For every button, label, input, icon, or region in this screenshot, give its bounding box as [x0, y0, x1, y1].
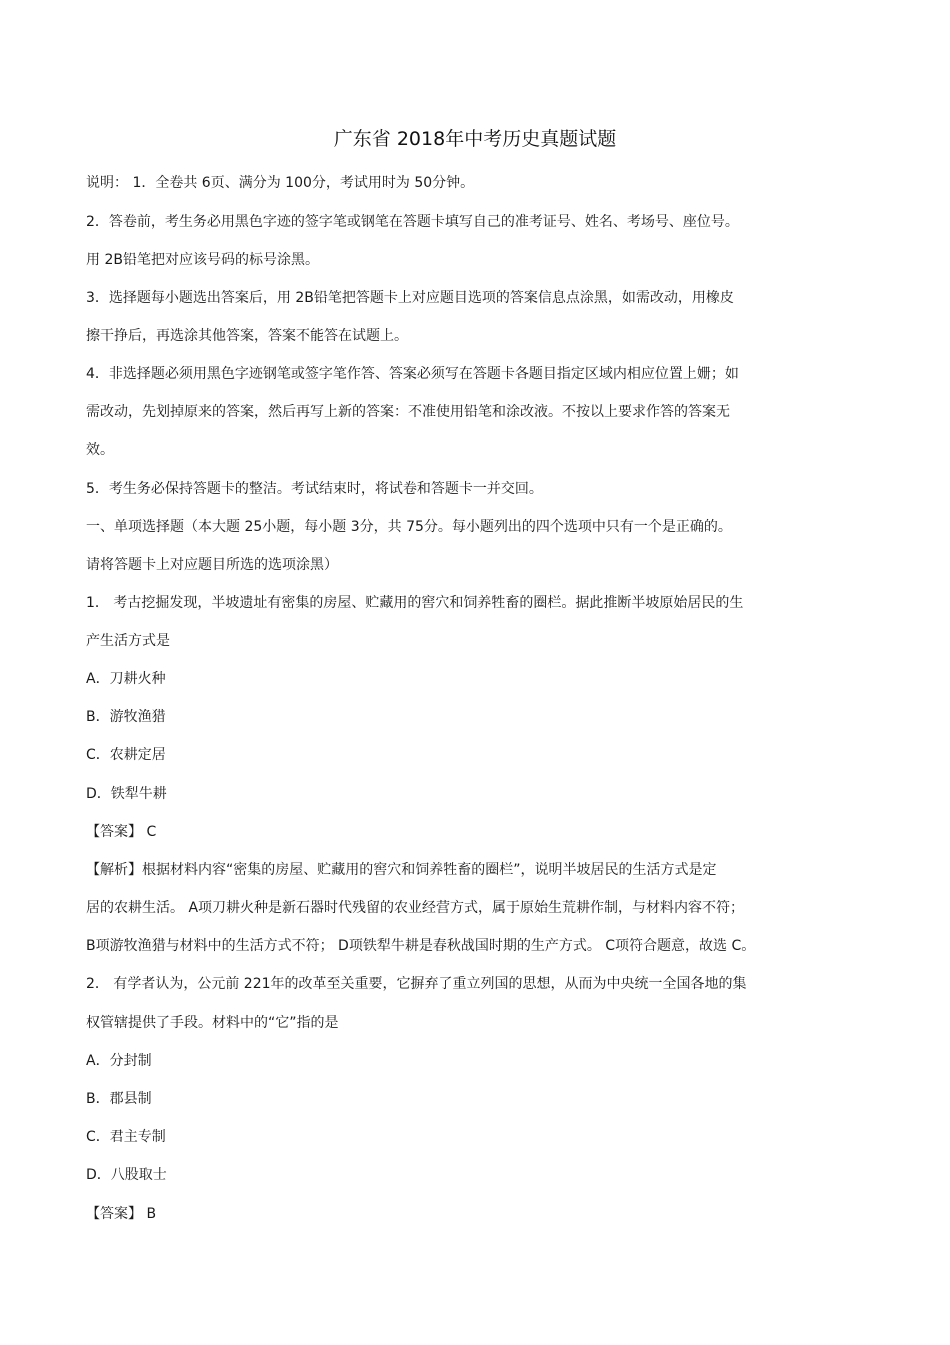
- option-a: A．刀耕火种: [86, 671, 166, 687]
- question-stem: 权管辖提供了手段。材料中的“它”指的是: [86, 1015, 339, 1031]
- option-d: D．铁犁牛耕: [86, 786, 167, 802]
- option-c: C．农耕定居: [86, 747, 166, 763]
- instruction-line: 用 2B铅笔把对应该号码的标号涂黑。: [86, 252, 319, 268]
- analysis-line: B项游牧渔猎与材料中的生活方式不符； D项铁犁牛耕是春秋战国时期的生产方式。 C项符合题意，故选 C。: [86, 938, 756, 954]
- option-b: B．郡县制: [86, 1091, 152, 1107]
- question-stem: 1． 考古挖掘发现，半坡遗址有密集的房屋、贮藏用的窖穴和饲养牲畜的圈栏。据此推断半坡原始居民的生: [86, 595, 744, 611]
- analysis-line: 【解析】根据材料内容“密集的房屋、贮藏用的窖穴和饲养牲畜的圈栏”，说明半坡居民的生活方式是定: [86, 862, 717, 878]
- instruction-line: 5．考生务必保持答题卡的整洁。考试结束时，将试卷和答题卡一并交回。: [86, 481, 543, 497]
- instruction-line: 擦干挣后，再选涂其他答案，答案不能答在试题上。: [86, 328, 408, 344]
- option-b: B．游牧渔猎: [86, 709, 166, 725]
- question-stem: 2． 有学者认为，公元前 221年的改革至关重要，它摒弃了重立列国的思想，从而为中央统一全国各地的集: [86, 976, 747, 992]
- instruction-line: 3．选择题每小题选出答案后，用 2B铅笔把答题卡上对应题目选项的答案信息点涂黑，如需改动，用橡皮: [86, 290, 734, 306]
- option-d: D．八股取士: [86, 1167, 167, 1183]
- section-heading: 请将答题卡上对应题目所选的选项涂黑）: [86, 557, 338, 573]
- instruction-line: 需改动，先划掉原来的答案，然后再写上新的答案：不准使用铅笔和涂改液。不按以上要求作答的答案无: [86, 404, 730, 420]
- answer: 【答案】 B: [86, 1206, 157, 1222]
- question-stem: 产生活方式是: [86, 633, 170, 649]
- page-title: 广东省 2018年中考历史真题试题: [333, 128, 617, 150]
- instruction-line: 说明： 1．全卷共 6页、满分为 100分，考试用时为 50分钟。: [86, 175, 475, 191]
- answer: 【答案】 C: [86, 824, 157, 840]
- analysis-line: 居的农耕生活。 A项刀耕火种是新石器时代残留的农业经营方式，属于原始生荒耕作制，与材料内容不符；: [86, 900, 745, 916]
- option-c: C．君主专制: [86, 1129, 166, 1145]
- instruction-line: 2．答卷前，考生务必用黑色字迹的签字笔或钢笔在答题卡填写自己的准考证号、姓名、考场号、座位号。: [86, 214, 739, 230]
- instruction-line: 4．非选择题必须用黑色字迹钢笔或签字笔作答、答案必须写在答题卡各题目指定区域内相应位置上姗；如: [86, 366, 739, 382]
- option-a: A．分封制: [86, 1053, 152, 1069]
- instruction-line: 效。: [86, 442, 114, 458]
- section-heading: 一、单项选择题（本大题 25小题，每小题 3分，共 75分。每小题列出的四个选项中只有一个是正确的。: [86, 519, 732, 535]
